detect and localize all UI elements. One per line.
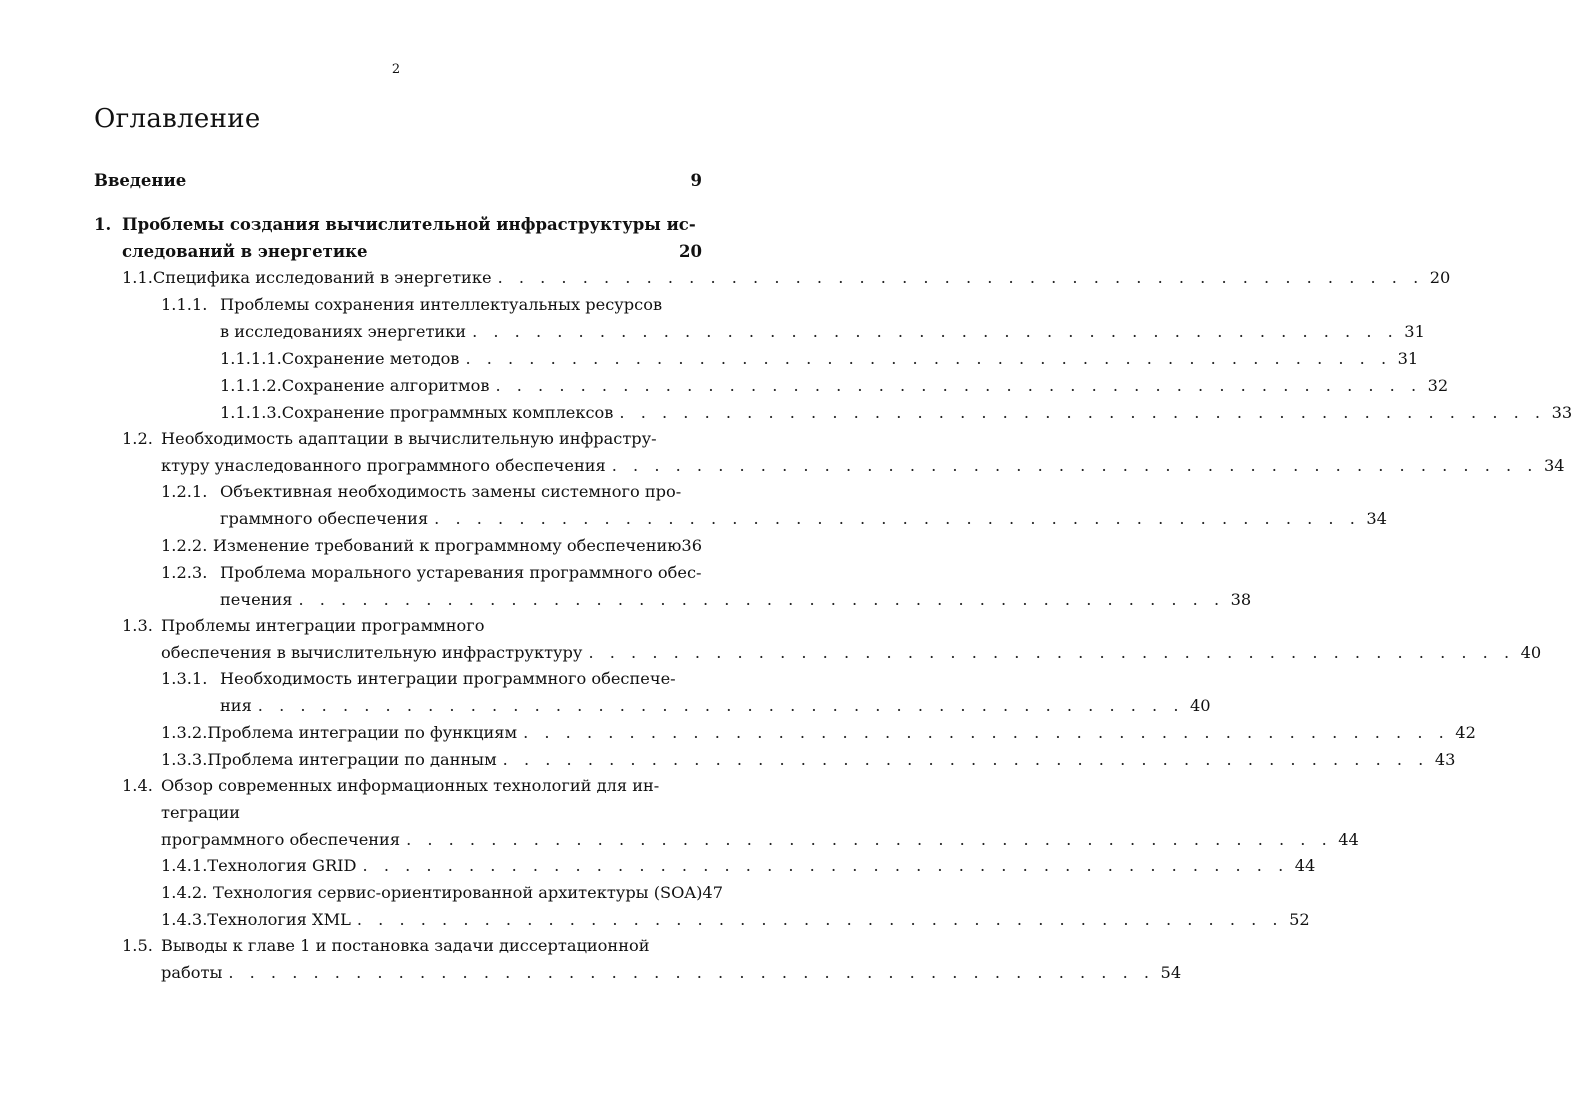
toc-entry-1-1-1-1[interactable] bbox=[220, 349, 1419, 369]
toc-entry-1-4[interactable] bbox=[161, 830, 1359, 850]
toc-title-line: Проблемы интеграции программного bbox=[161, 616, 485, 635]
toc-title: в исследованиях энергетики bbox=[220, 322, 467, 341]
toc-number: 1.1.1. bbox=[161, 295, 208, 314]
toc-number: 1.4.1. bbox=[161, 856, 208, 875]
toc-page: 20 bbox=[1429, 268, 1451, 287]
toc-page: 44 bbox=[1338, 830, 1359, 849]
toc-title: Технология сервис-ориентированной архитектуры (SOA) bbox=[212, 883, 703, 902]
toc-title-line: Необходимость адаптации в вычислительную инфрастру- bbox=[161, 429, 657, 448]
toc-page: 43 bbox=[1434, 750, 1456, 769]
toc-title: печения bbox=[220, 590, 293, 609]
toc-entry-1-2-3[interactable] bbox=[220, 590, 1252, 610]
toc-number: 1.1. bbox=[122, 268, 153, 287]
toc-entry-1-4-3[interactable] bbox=[161, 910, 1310, 930]
toc-page: 31 bbox=[1404, 322, 1425, 341]
toc-title: ктуру унаследованного программного обеспечения bbox=[161, 456, 606, 475]
toc-leader: . . . . . . . . . . . . . . . . . . . . . . . . . . . . . . . . . . . . . . . . . . . . bbox=[611, 456, 1538, 475]
toc-number: 1.1.1.2. bbox=[220, 376, 282, 395]
toc-title: Проблема интеграции по функциям bbox=[207, 723, 518, 742]
toc-leader: . . . . . . . . . . . . . . . . . . . . . . . . . . . . . . . . . . . . . . . . . . . . bbox=[465, 349, 1392, 368]
toc-title: обеспечения в вычислительную инфраструктуру bbox=[161, 643, 583, 662]
toc-page: 36 bbox=[681, 536, 702, 555]
toc-page: 42 bbox=[1455, 723, 1476, 742]
toc-number: 1.3.3. bbox=[161, 750, 208, 769]
toc-entry-chapter-1[interactable] bbox=[122, 242, 702, 262]
toc-page: 52 bbox=[1289, 910, 1310, 929]
toc-number: 1.2.3. bbox=[161, 563, 208, 582]
toc-leader: . . . . . . . . . . . . . . . . . . . . . . . . . . . . . . . . . . . . . . . . . . . . bbox=[588, 643, 1515, 662]
toc-number: 1.1.1.3. bbox=[220, 403, 282, 422]
toc-title-line: Необходимость интеграции программного обеспече- bbox=[220, 669, 676, 688]
toc-leader: . . . . . . . . . . . . . . . . . . . . . . . . . . . . . . . . . . . . . . . . . . . . bbox=[257, 696, 1184, 715]
toc-page: 34 bbox=[1366, 509, 1387, 528]
toc-page: 32 bbox=[1427, 376, 1449, 395]
toc-entry-1-4-1[interactable] bbox=[161, 856, 1316, 876]
toc-chapter-number: 1. bbox=[94, 215, 112, 234]
toc-page: 40 bbox=[1189, 696, 1211, 715]
toc-entry-1-1[interactable] bbox=[122, 268, 1451, 288]
toc-number: 1.3.2. bbox=[161, 723, 208, 742]
toc-entry-1-1-1-3[interactable] bbox=[220, 403, 1572, 423]
toc-leader: . . . . . . . . . . . . . . . . . . . . . . . . . . . . . . . . . . . . . . . . . . . . bbox=[523, 723, 1450, 742]
toc-leader: . . . . . . . . . . . . . . . . . . . . . . . . . . . . . . . . . . . . . . . . . . . . bbox=[356, 910, 1284, 929]
toc-number: 1.1.1.1. bbox=[220, 349, 282, 368]
toc-title: Специфика исследований в энергетике bbox=[152, 268, 492, 287]
toc-number: 1.4. bbox=[122, 776, 153, 795]
toc-title-line: Объективная необходимость замены системного про- bbox=[220, 482, 682, 501]
toc-title: Сохранение методов bbox=[281, 349, 460, 368]
toc-page: 34 bbox=[1543, 456, 1565, 475]
toc-leader: . . . . . . . . . . . . . . . . . . . . . . . . . . . . . . . . . . . . . . . . . . . . bbox=[228, 963, 1155, 982]
toc-entry-1-4-2[interactable] bbox=[161, 883, 723, 903]
toc-title: Введение bbox=[94, 171, 187, 190]
toc-number: 1.2. bbox=[122, 429, 153, 448]
toc-page: 47 bbox=[702, 883, 723, 902]
toc-page: 20 bbox=[679, 242, 702, 261]
toc-leader: . . . . . . . . . . . . . . . . . . . . . . . . . . . . . . . . . . . . . . . . . . . . bbox=[472, 322, 1399, 341]
toc-entry-1-3-2[interactable] bbox=[161, 723, 1476, 743]
toc-title-line: Проблема морального устаревания программного обес- bbox=[220, 563, 702, 582]
toc-title: ния bbox=[220, 696, 252, 715]
toc-entry-1-3-3[interactable] bbox=[161, 750, 1456, 770]
toc-title: Сохранение алгоритмов bbox=[281, 376, 490, 395]
toc-title-line: теграции bbox=[161, 803, 241, 822]
toc-chapter-title-line: Проблемы создания вычислительной инфраструктуры ис- bbox=[122, 215, 696, 234]
toc-number: 1.4.2. bbox=[161, 883, 208, 902]
toc-leader: . . . . . . . . . . . . . . . . . . . . . . . . . . . . . . . . . . . . . . . . . . . . bbox=[434, 509, 1361, 528]
toc-page: 33 bbox=[1551, 403, 1572, 422]
toc-leader: . . . . . . . . . . . . . . . . . . . . . . . . . . . . . . . . . . . . . . . . . . . . bbox=[362, 856, 1289, 875]
toc-entry-1-2-2[interactable] bbox=[161, 536, 702, 556]
toc-leader: . . . . . . . . . . . . . . . . . . . . . . . . . . . . . . . . . . . . . . . . . . . . bbox=[619, 403, 1546, 422]
toc-title-line: Обзор современных информационных технологий для ин- bbox=[161, 776, 660, 795]
toc-page: 31 bbox=[1397, 349, 1419, 368]
page-number: 2 bbox=[391, 62, 401, 77]
page-title: Оглавление bbox=[94, 104, 261, 134]
toc-page: 44 bbox=[1294, 856, 1316, 875]
toc-entry-intro[interactable] bbox=[94, 171, 702, 191]
toc-title: следований в энергетике bbox=[122, 242, 368, 261]
toc-entry-1-3-1[interactable] bbox=[220, 696, 1211, 716]
toc-title: граммного обеспечения bbox=[220, 509, 429, 528]
toc-title-line: Выводы к главе 1 и постановка задачи диссертационной bbox=[161, 936, 650, 955]
toc-entry-1-1-1[interactable] bbox=[220, 322, 1425, 342]
toc-title-line: Проблемы сохранения интеллектуальных ресурсов bbox=[220, 295, 663, 314]
toc-page: 9 bbox=[690, 171, 702, 190]
toc-number: 1.3. bbox=[122, 616, 153, 635]
toc-entry-1-1-1-2[interactable] bbox=[220, 376, 1449, 396]
toc-leader: . . . . . . . . . . . . . . . . . . . . . . . . . . . . . . . . . . . . . . . . . . . . bbox=[406, 830, 1333, 849]
toc-title: Технология GRID bbox=[207, 856, 357, 875]
toc-title: Проблема интеграции по данным bbox=[207, 750, 497, 769]
toc-title: работы bbox=[161, 963, 223, 982]
toc-number: 1.4.3. bbox=[161, 910, 208, 929]
toc-title: Технология XML bbox=[207, 910, 351, 929]
toc-page: 38 bbox=[1230, 590, 1252, 609]
toc-leader: . . . . . . . . . . . . . . . . . . . . . . . . . . . . . . . . . . . . . . . . . . . . bbox=[502, 750, 1429, 769]
toc-entry-1-2-1[interactable] bbox=[220, 509, 1387, 529]
toc-entry-1-5[interactable] bbox=[161, 963, 1182, 983]
toc-leader: . . . . . . . . . . . . . . . . . . . . . . . . . . . . . . . . . . . . . . . . . . . . bbox=[495, 376, 1422, 395]
toc-number: 1.2.1. bbox=[161, 482, 208, 501]
toc-entry-1-3[interactable] bbox=[161, 643, 1542, 663]
toc-title: Сохранение программных комплексов bbox=[281, 403, 614, 422]
toc-title: Изменение требований к программному обеспечению bbox=[212, 536, 682, 555]
toc-entry-1-2[interactable] bbox=[161, 456, 1565, 476]
toc-title: программного обеспечения bbox=[161, 830, 401, 849]
toc-page: 54 bbox=[1160, 963, 1182, 982]
toc-number: 1.3.1. bbox=[161, 669, 208, 688]
toc-page: 40 bbox=[1520, 643, 1542, 662]
toc-leader: . . . . . . . . . . . . . . . . . . . . . . . . . . . . . . . . . . . . . . . . . . . . bbox=[497, 268, 1424, 287]
toc-number: 1.2.2. bbox=[161, 536, 208, 555]
toc-leader: . . . . . . . . . . . . . . . . . . . . . . . . . . . . . . . . . . . . . . . . . . . . bbox=[298, 590, 1225, 609]
toc-number: 1.5. bbox=[122, 936, 153, 955]
